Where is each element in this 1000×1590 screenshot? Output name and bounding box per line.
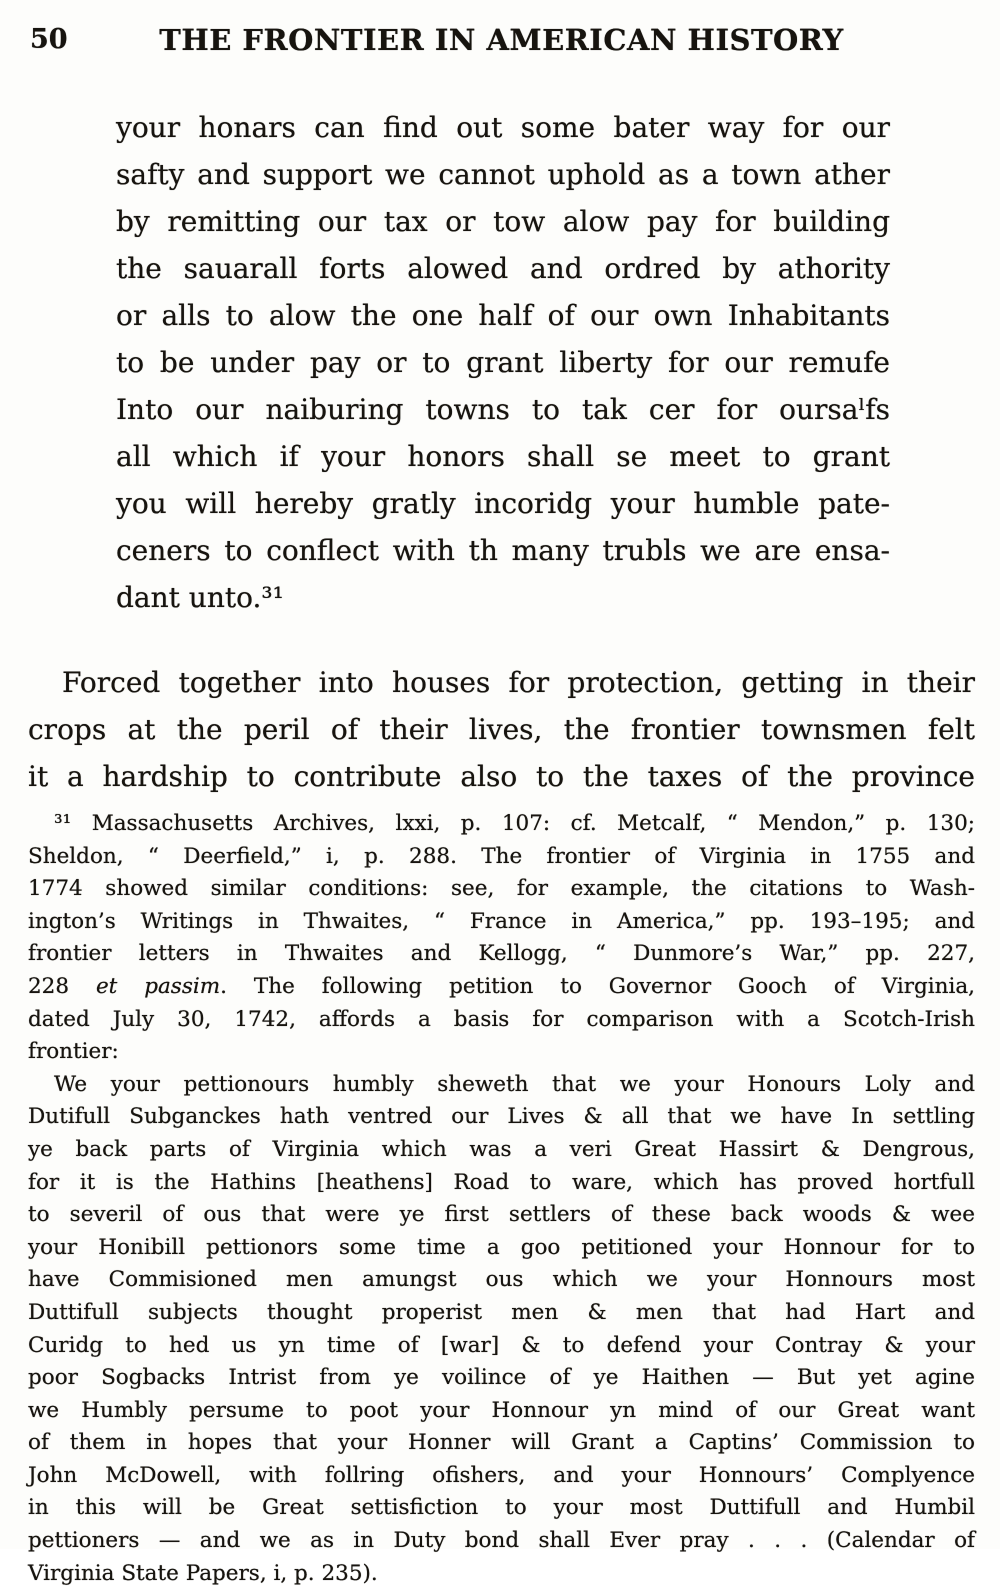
text-line: of them in hopes that your Honner will Grant a Captins’ Commission to [28,1430,975,1456]
text-line: 228 et passim. The following petition to Governor Gooch of Virginia, [28,973,976,999]
text-line: your honars can find out some bater way for our [116,111,890,144]
text-line: Virginia State Papers, i, p. 235). [28,1560,378,1586]
text-line: have Commisioned men amungst ous which we your Honnours most [28,1267,975,1293]
petition-blockquote [116,104,890,621]
text-line: crops at the peril of their lives, the frontier townsmen felt [28,713,975,746]
italic-text: et passim [95,973,221,999]
text-line: we Humbly persume to poot your Honnour yn mind of our Great want [28,1397,975,1423]
text-line: Forced together into houses for protection, getting in their [62,666,975,699]
page-header [28,22,975,58]
text-line: frontier: [28,1039,119,1065]
text-line: We your pettionours humbly sheweth that we your Honours Loly and [54,1071,975,1097]
text-line: by remitting our tax or tow alow pay for building [116,205,890,238]
text-line: ye back parts of Virginia which was a veri Great Hassirt & Dengrous, [28,1136,975,1162]
text-line: poor Sogbacks Intrist from ye voilince of ye Haithen — But yet agine [28,1365,975,1391]
text-line: frontier letters in Thwaites and Kellogg, “ Dunmore’s War,” pp. 227, [28,941,975,967]
running-title: THE FRONTIER IN AMERICAN HISTORY [159,23,844,57]
text-line: Into our naiburing towns to tak cer for oursaˡfs [116,393,890,426]
text-line: ³¹ Massachusetts Archives, lxxi, p. 107: cf. Metcalf, “ Mendon,” p. 130; [54,811,975,836]
text-line: ington’s Writings in Thwaites, “ France in America,” pp. 193–195; and [28,908,975,934]
text-line: dant unto.³¹ [116,581,284,614]
text-line: Sheldon, “ Deerfield,” i, p. 288. The frontier of Virginia in 1755 and [28,843,975,869]
text-line: it a hardship to contribute also to the taxes of the province [28,760,975,793]
text-line: for it is the Hathins [heathens] Road to ware, which has proved hortfull [28,1169,975,1195]
text-line: Dutifull Subganckes hath ventred our Lives & all that we have In settling [28,1104,975,1130]
text-line: to severil of ous that were ye first settlers of these back woods & wee [28,1202,975,1228]
text-line: safty and support we cannot uphold as a town ather [116,158,890,191]
footnote-section [28,808,975,1590]
body-paragraph [28,659,975,800]
footnote-petition-paragraph [28,1069,975,1590]
text-line: the sauarall forts alowed and ordred by athority [116,252,890,285]
page-number: 50 [30,24,68,55]
text-line: or alls to alow the one half of our own Inhabitants [116,299,890,332]
footnote-citation-paragraph [28,808,975,1069]
text-line: John McDowell, with follring ofishers, and your Honnours’ Complyence [28,1462,975,1488]
text-line: all which if your honors shall se meet to grant [116,440,890,473]
text-line: ceners to conflect with th many trubls we are ensa- [116,534,890,567]
text-line: dated July 30, 1742, affords a basis for comparison with a Scotch-Irish [28,1006,975,1032]
text-line: in this will be Great settisfiction to your most Duttifull and Humbil [28,1495,975,1521]
text-line: 1774 showed similar conditions: see, for example, the citations to Wash- [28,876,975,902]
text-line: pettioners — and we as in Duty bond shall Ever pray . . . (Calendar of [28,1528,975,1554]
text-line: Curidg to hed us yn time of [war] & to defend your Contray & your [28,1332,975,1358]
text-line: to be under pay or to grant liberty for our remufe [116,346,890,379]
text-line: your Honibill pettionors some time a goo petitioned your Honnour for to [28,1234,975,1260]
text-line: Duttifull subjects thought properist men & men that had Hart and [28,1299,975,1325]
text-line: you will hereby gratly incoridg your humble pate- [116,487,890,520]
